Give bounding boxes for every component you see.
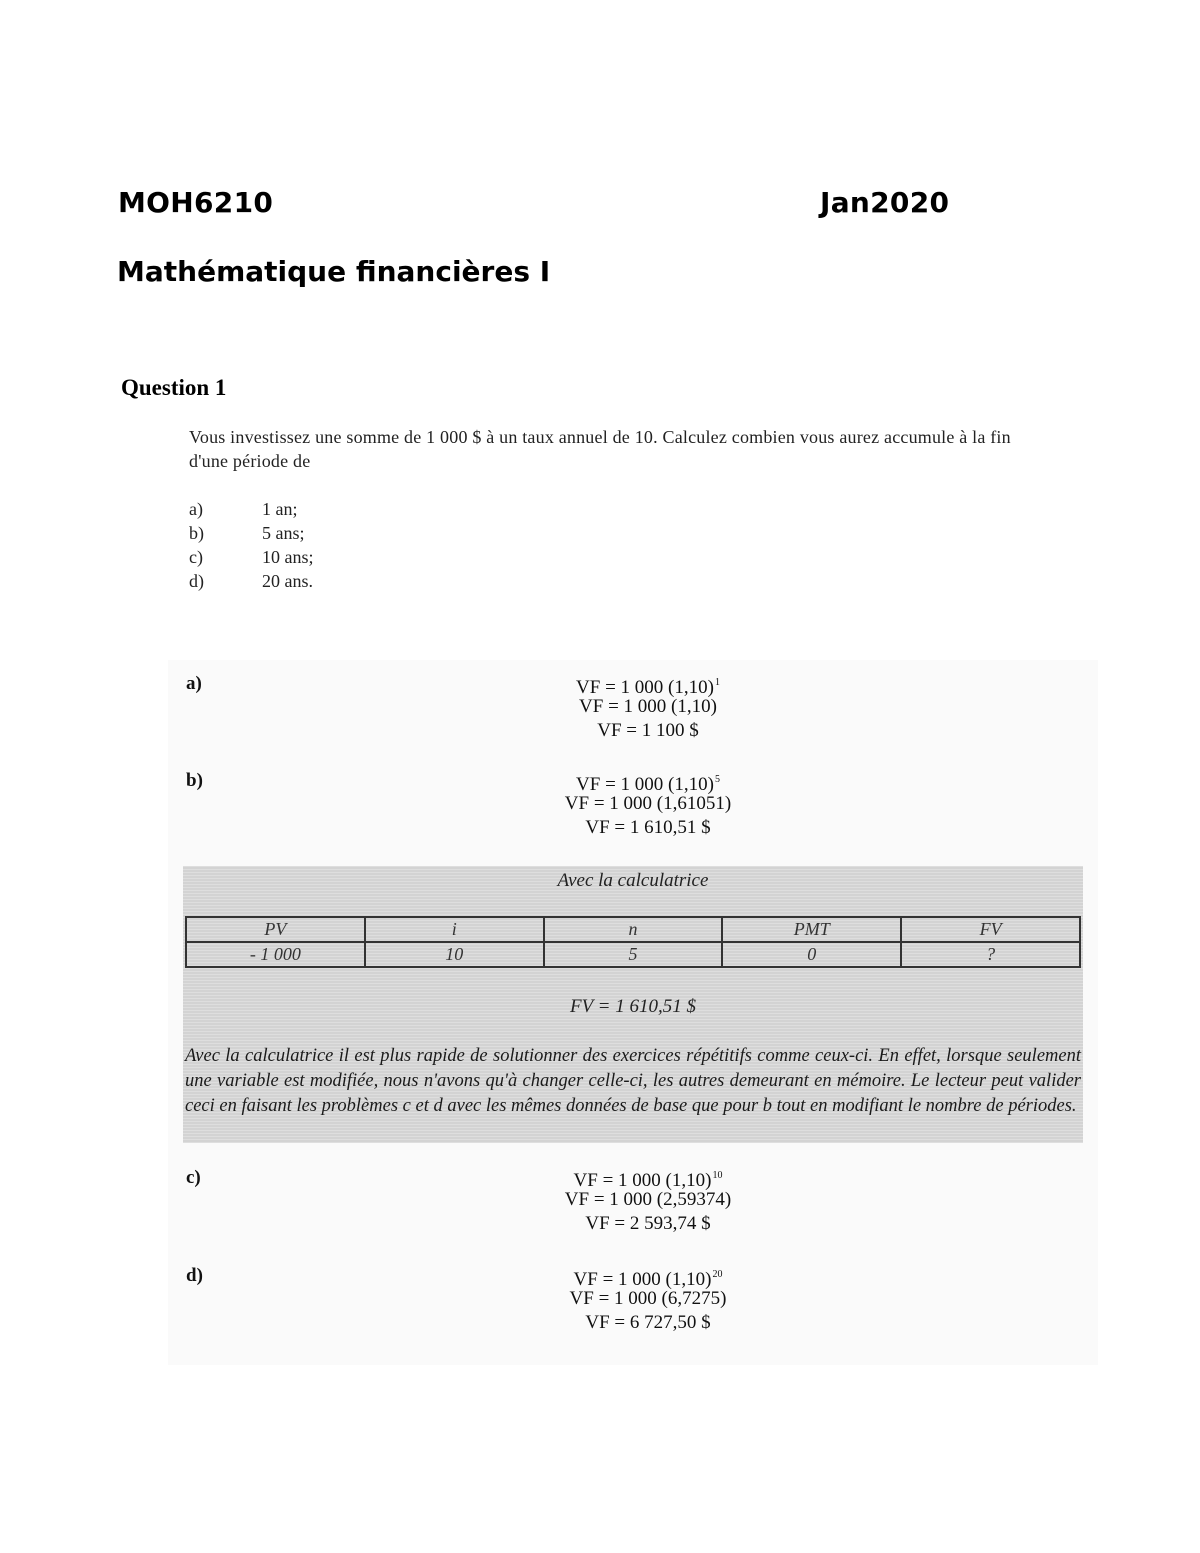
period-value: 10 ans;	[262, 547, 314, 567]
solution-b	[458, 768, 838, 840]
calculator-header-cell: n	[544, 917, 723, 942]
solution-a-exponent: 1	[714, 677, 720, 688]
calculator-value-cell: 0	[722, 942, 901, 967]
solution-b-exponent: 5	[714, 774, 720, 785]
period-letter: b)	[189, 523, 204, 543]
solution-d-line1: VF = 1 000 (1,10)	[573, 1269, 712, 1290]
calculator-value-cell: 5	[544, 942, 723, 967]
calculator-value-row	[186, 942, 1080, 967]
calculator-title: Avec la calculatrice	[557, 870, 709, 891]
solution-c-line2: VF = 1 000 (2,59374)	[564, 1189, 732, 1210]
calculator-header-row	[186, 917, 1080, 942]
calculator-value-cell: ?	[901, 942, 1080, 967]
solution-c-line1: VF = 1 000 (1,10)	[573, 1170, 712, 1191]
period-value: 20 ans.	[262, 571, 313, 591]
calculator-result: FV = 1 610,51 $	[570, 996, 696, 1017]
solution-d	[458, 1263, 838, 1335]
question-text: Vous investissez une somme de 1 000 $ à un taux annuel de 10. Calculez combien vous aurez accumule à la fin d'une période de	[189, 427, 1011, 471]
scanned-solution	[168, 660, 1098, 1365]
solution-b-line2: VF = 1 000 (1,61051)	[564, 793, 732, 814]
period-value: 5 ans;	[262, 523, 305, 543]
solution-a-line1: VF = 1 000 (1,10)	[576, 677, 714, 698]
calculator-note: Avec la calculatrice il est plus rapide de solutionner des exercices répétitifs comme ceux-ci. En effet, lorsque seulement une variable est modifiée, nous n'avons qu'à changer celle-ci, les autres demeurant en mémoire. Le lecteur peut valider ceci en faisant les problèmes c et d avec les mêmes données de base que pour b tout en modifiant le nombre de périodes.	[185, 1046, 1081, 1116]
calculator-header-cell: FV	[901, 917, 1080, 942]
solution-d-line3: VF = 6 727,50 $	[585, 1312, 711, 1333]
calculator-box	[183, 866, 1083, 1143]
period-letter: c)	[189, 547, 203, 567]
solution-b-line3: VF = 1 610,51 $	[585, 817, 711, 838]
solution-a-label: a)	[186, 673, 202, 694]
period-value: 1 an;	[262, 499, 298, 519]
solution-b-label: b)	[186, 770, 203, 791]
solution-c	[458, 1164, 838, 1236]
solution-c-line3: VF = 2 593,74 $	[585, 1213, 711, 1234]
solution-d-label: d)	[186, 1265, 203, 1286]
calculator-table	[185, 916, 1081, 968]
question-title: Question 1	[121, 375, 227, 400]
solution-a	[458, 671, 838, 743]
period-letter: a)	[189, 499, 203, 519]
solution-b-line1: VF = 1 000 (1,10)	[576, 774, 714, 795]
course-title: Mathématique financières I	[117, 255, 551, 288]
solution-d-line2: VF = 1 000 (6,7275)	[569, 1288, 727, 1309]
solution-c-label: c)	[186, 1167, 201, 1188]
solution-a-line2: VF = 1 000 (1,10)	[579, 696, 717, 717]
calculator-value-cell: 10	[365, 942, 544, 967]
solution-a-line3: VF = 1 100 $	[597, 720, 699, 741]
calculator-header-cell: i	[365, 917, 544, 942]
calculator-header-cell: PV	[186, 917, 365, 942]
solution-d-exponent: 20	[712, 1269, 723, 1280]
period-letter: d)	[189, 571, 204, 591]
solution-c-exponent: 10	[712, 1170, 723, 1181]
term: Jan2020	[820, 186, 950, 219]
calculator-header-cell: PMT	[722, 917, 901, 942]
calculator-value-cell: - 1 000	[186, 942, 365, 967]
course-code: MOH6210	[118, 186, 274, 219]
